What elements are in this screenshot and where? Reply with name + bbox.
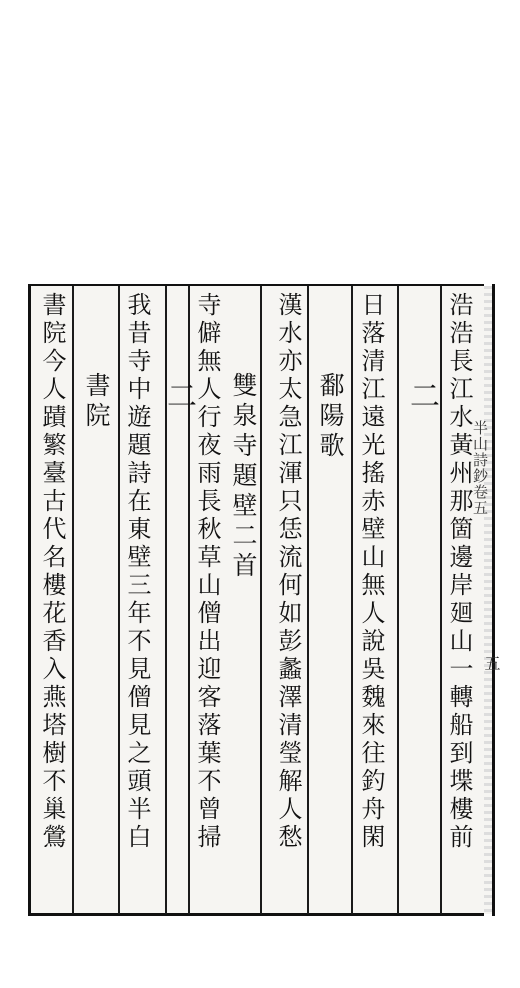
- poem-title: 雙泉寺題壁二首: [229, 372, 258, 582]
- page-number: 五: [482, 655, 501, 671]
- text-column: 我昔寺中遊題詩在東壁三年不見僧見之頭半白: [123, 292, 151, 852]
- column-divider: [72, 286, 74, 914]
- column-divider: [260, 286, 262, 914]
- page-right-edge: [492, 284, 495, 916]
- poem-title: 鄱陽歌: [316, 372, 345, 462]
- text-column: 日落清江遠光搖赤壁山無人說吳魏來往釣舟閑: [357, 292, 385, 852]
- column-divider: [440, 286, 442, 914]
- column-divider: [397, 286, 399, 914]
- text-column: 書院今人蹟繁臺古代名樓花香入燕塔樹不巢鶯: [38, 292, 66, 852]
- text-column: 漢水亦太急江渾只恁流何如彭蠡澤清瑩解人愁: [274, 292, 302, 852]
- column-divider: [118, 286, 120, 914]
- text-column: 浩浩長江水黃州那箇邊岸廻山一轉船到堞樓前: [445, 292, 473, 852]
- section-number: 二: [161, 380, 196, 414]
- column-divider: [307, 286, 309, 914]
- poem-title: 書院: [82, 372, 111, 432]
- text-column: 寺僻無人行夜雨長秋草山僧出迎客落葉不曾掃: [193, 292, 221, 852]
- margin-note: 半山詩鈔卷五: [471, 420, 489, 516]
- section-number: 二: [404, 380, 439, 414]
- column-divider: [351, 286, 353, 914]
- page-edge-strip: [484, 286, 492, 914]
